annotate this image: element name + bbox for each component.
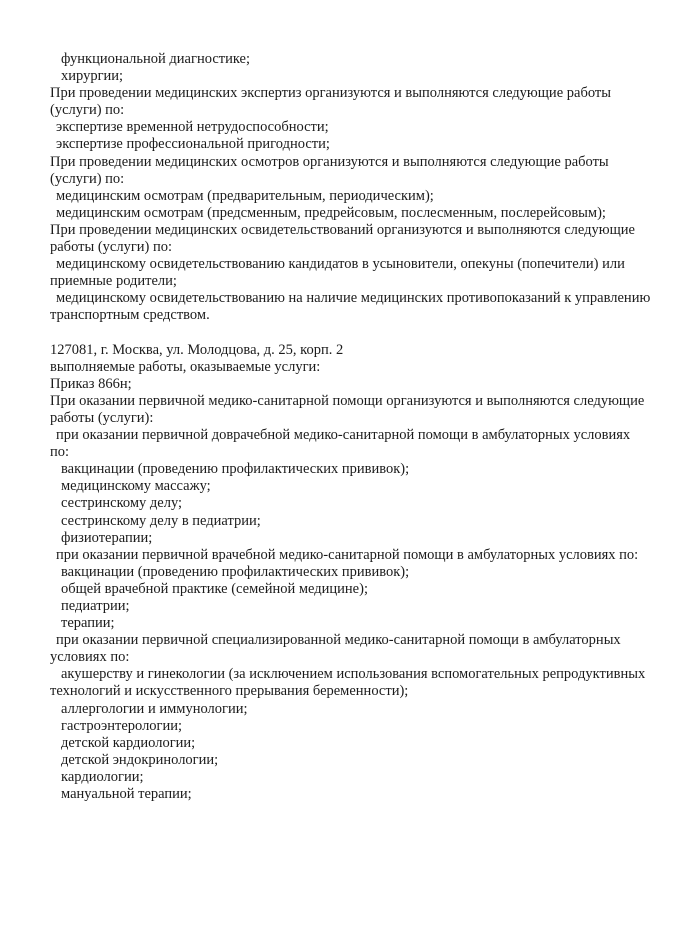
text-line: При проведении медицинских осмотров организуются и выполняются следующие работы bbox=[50, 153, 609, 170]
text-line: мануальной терапии; bbox=[61, 786, 192, 803]
text-line: акушерству и гинекологии (за исключением использования вспомогательных репродуктивных bbox=[61, 666, 646, 683]
text-line: работы (услуги): bbox=[50, 409, 154, 426]
text-line: (услуги) по: bbox=[50, 170, 125, 187]
text-line: медицинскому массажу; bbox=[61, 478, 211, 495]
text-line: При оказании первичной медико-санитарной помощи организуются и выполняются следующие bbox=[50, 392, 645, 409]
text-line: общей врачебной практике (семейной медицине); bbox=[61, 580, 368, 597]
text-line: при оказании первичной специализированной медико-санитарной помощи в амбулаторных bbox=[56, 632, 621, 649]
text-line: медицинским осмотрам (предварительным, периодическим); bbox=[56, 187, 434, 204]
text-line: при оказании первичной врачебной медико-санитарной помощи в амбулаторных условиях по: bbox=[56, 546, 639, 563]
text-line: при оказании первичной доврачебной медико-санитарной помощи в амбулаторных условиях bbox=[56, 427, 631, 444]
text-line: детской кардиологии; bbox=[61, 734, 196, 751]
text-line: 127081, г. Москва, ул. Молодцова, д. 25, корп. 2 bbox=[50, 341, 344, 358]
text-line: При проведении медицинских экспертиз организуются и выполняются следующие работы bbox=[50, 85, 611, 102]
text-line: медицинскому освидетельствованию на наличие медицинских противопоказаний к управлению bbox=[56, 290, 651, 307]
text-line: При проведении медицинских освидетельствований организуются и выполняются следующие bbox=[50, 221, 635, 238]
text-line: сестринскому делу; bbox=[61, 495, 183, 512]
text-line: транспортным средством. bbox=[50, 307, 210, 324]
text-line: технологий и искусственного прерывания беременности); bbox=[50, 683, 409, 700]
text-line: (услуги) по: bbox=[50, 102, 125, 119]
text-line: медицинскому освидетельствованию кандидатов в усыновители, опекуны (попечители) или bbox=[56, 256, 625, 273]
text-line: условиях по: bbox=[50, 649, 130, 666]
text-line: выполняемые работы, оказываемые услуги: bbox=[50, 358, 321, 375]
text-line: Приказ 866н; bbox=[50, 375, 132, 392]
text-line: вакцинации (проведению профилактических прививок); bbox=[61, 563, 410, 580]
text-line: работы (услуги) по: bbox=[50, 239, 173, 256]
text-line: детской эндокринологии; bbox=[61, 751, 219, 768]
license-services-text-block bbox=[50, 51, 654, 803]
text-line: терапии; bbox=[61, 615, 115, 632]
text-line: сестринскому делу в педиатрии; bbox=[61, 512, 261, 529]
text-line: функциональной диагностике; bbox=[61, 51, 250, 67]
text-line: по: bbox=[50, 444, 70, 461]
text-line: приемные родители; bbox=[50, 273, 177, 290]
text-line: экспертизе временной нетрудоспособности; bbox=[56, 119, 329, 136]
text-line: физиотерапии; bbox=[61, 529, 153, 546]
text-line: аллергологии и иммунологии; bbox=[61, 700, 248, 717]
text-line: гастроэнтерологии; bbox=[61, 717, 183, 734]
text-line: кардиологии; bbox=[61, 768, 144, 785]
text-line: педиатрии; bbox=[61, 598, 130, 614]
text-line: медицинским осмотрам (предсменным, предрейсовым, послесменным, послерейсовым); bbox=[56, 204, 606, 221]
text-line: вакцинации (проведению профилактических прививок); bbox=[61, 461, 410, 478]
text-line: экспертизе профессиональной пригодности; bbox=[56, 136, 330, 153]
blank-line bbox=[50, 325, 654, 342]
text-line: хирургии; bbox=[61, 68, 124, 85]
